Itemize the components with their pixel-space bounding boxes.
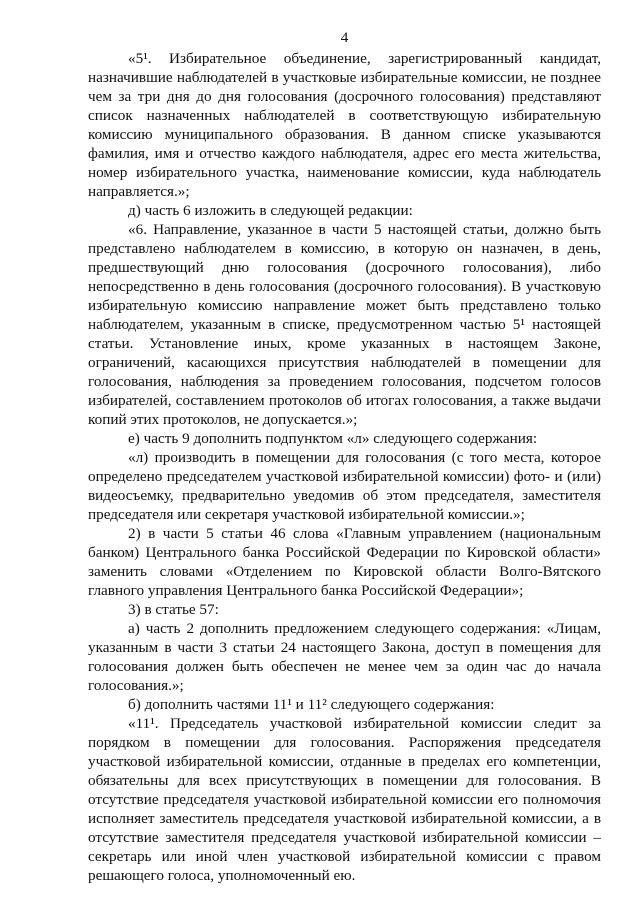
document-page bbox=[88, 28, 601, 885]
paragraph-5-1: «5¹. Избирательное объединение, зарегистрированный кандидат, назначившие наблюдателей в участковые избирательные комиссии, не позднее чем за три дня до дня голосования (досрочного голосования) представляют список назначенных наблюдателей в соответствующую избирательную комиссию муниципального образования. В данном списке указываются фамилия, имя и отчество каждого наблюдателя, адрес его места жительства, номер избирательного участка, наименование комиссии, куда наблюдатель направляется.»; bbox=[88, 50, 601, 200]
paragraph-11-1: «11¹. Председатель участковой избирательной комиссии следит за порядком в помещении для голосования. Распоряжения председателя участковой избирательной комиссии, отданные в пределах его компетенции, обязательны для всех присутствующих в помещении для голосования. В отсутствие председателя участковой избирательной комиссии его полномочия исполняет заместитель председателя участковой избирательной комиссии, а в отсутствие заместителя председателя участковой избирательной комиссии – секретарь или иной член участковой избирательной комиссии с правом решающего голоса, уполномоченный ею. bbox=[88, 715, 601, 884]
paragraph-a: а) часть 2 дополнить предложением следующего содержания: «Лицам, указанным в части 3 статьи 24 настоящего Закона, доступ в помещения для голосования должен быть обеспечен не менее чем за один час до начала голосования.»; bbox=[88, 620, 601, 694]
paragraph-6: «6. Направление, указанное в части 5 настоящей статьи, должно быть представлено наблюдателем в комиссию, в которую он назначен, в день, предшествующий дню голосования (досрочного голосования), либо непосредственно в день голосования (досрочного голосования). В участковую избирательную комиссию направление может быть представлено только наблюдателем, указанным в списке, предусмотренном частью 5¹ настоящей статьи. Установление иных, кроме указанных в настоящем Законе, ограничений, касающихся присутствия наблюдателей в помещении для голосования, наблюдения за проведением голосования, подсчетом голосов избирателей, составлением протоколов об итогах голосования, а также выдачи копий этих протоколов, не допускается.»; bbox=[88, 221, 601, 428]
paragraph-e: е) часть 9 дополнить подпунктом «л» следующего содержания: bbox=[128, 430, 538, 447]
page-number: 4 bbox=[340, 29, 349, 46]
paragraph-2: 2) в части 5 статьи 46 слова «Главным управлением (национальным банком) Центрального банка Российской Федерации по Кировской области» заменить словами «Отделением по Кировской области Волго-Вятского главного управления Центрального банка Российской Федерации»; bbox=[88, 525, 601, 599]
paragraph-3: 3) в статье 57: bbox=[128, 601, 219, 618]
paragraph-b: б) дополнить частями 11¹ и 11² следующего содержания: bbox=[128, 696, 495, 713]
paragraph-l: «л) производить в помещении для голосования (с того места, которое определено председателем участковой избирательной комиссии) фото- и (или) видеосъемку, предварительно уведомив об этом председателя, заместителя председателя или секретаря участковой избирательной комиссии.»; bbox=[88, 449, 601, 523]
paragraph-d: д) часть 6 изложить в следующей редакции: bbox=[128, 202, 413, 219]
